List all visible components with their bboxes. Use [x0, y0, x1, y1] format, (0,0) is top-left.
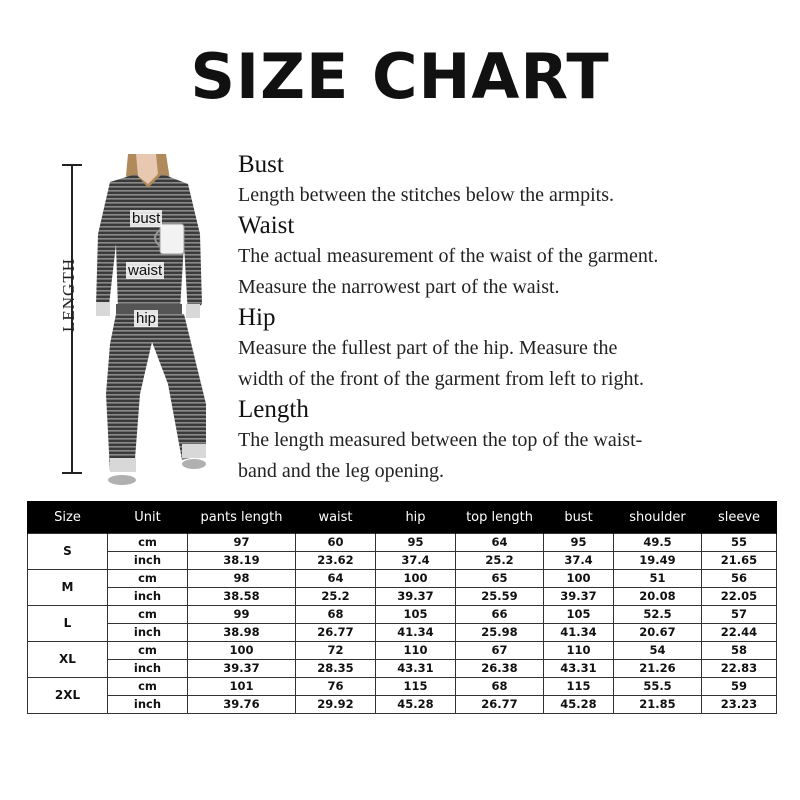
measurement-cell: 52.5 [614, 606, 702, 624]
measurement-cell: 21.26 [614, 660, 702, 678]
measurement-cell: 21.85 [614, 696, 702, 714]
measurement-cell: 51 [614, 570, 702, 588]
definition-line: Length between the stitches below the armpits. [238, 184, 615, 206]
measurement-cell: 76 [296, 678, 376, 696]
measurement-cell: 100 [544, 570, 614, 588]
definition-waist [238, 211, 783, 303]
column-header: sleeve [702, 501, 777, 534]
measurement-cell: 43.31 [544, 660, 614, 678]
size-cell: S [28, 534, 108, 570]
unit-cell: inch [108, 552, 188, 570]
measurement-cell: 22.44 [702, 624, 777, 642]
definition-term: Hip [238, 304, 276, 331]
table-body [28, 534, 777, 714]
measurement-cell: 19.49 [614, 552, 702, 570]
unit-cell: inch [108, 696, 188, 714]
measurement-cell: 105 [544, 606, 614, 624]
table-row [28, 588, 777, 606]
definition-term: Waist [238, 212, 295, 239]
measurement-cell: 25.2 [296, 588, 376, 606]
measurement-cell: 25.59 [456, 588, 544, 606]
length-indicator-bottom-cap [62, 472, 82, 474]
unit-cell: cm [108, 642, 188, 660]
waist-label: waist [128, 262, 163, 279]
measurement-cell: 26.77 [296, 624, 376, 642]
measurement-cell: 39.76 [188, 696, 296, 714]
definition-hip [238, 303, 783, 395]
measurement-cell: 110 [544, 642, 614, 660]
measurement-cell: 65 [456, 570, 544, 588]
measurement-cell: 115 [544, 678, 614, 696]
measurement-cell: 26.38 [456, 660, 544, 678]
definition-line: band and the leg opening. [238, 460, 445, 482]
measurement-cell: 64 [296, 570, 376, 588]
measurement-cell: 98 [188, 570, 296, 588]
measurement-cell: 59 [702, 678, 777, 696]
measurement-cell: 54 [614, 642, 702, 660]
size-cell: L [28, 606, 108, 642]
measurement-cell: 38.98 [188, 624, 296, 642]
measurement-cell: 29.92 [296, 696, 376, 714]
measurement-cell: 20.67 [614, 624, 702, 642]
measurement-cell: 110 [376, 642, 456, 660]
size-cell: M [28, 570, 108, 606]
table-row [28, 534, 777, 552]
size-cell: 2XL [28, 678, 108, 714]
measurement-cell: 72 [296, 642, 376, 660]
measurement-cell: 56 [702, 570, 777, 588]
measurement-cell: 25.98 [456, 624, 544, 642]
unit-cell: cm [108, 570, 188, 588]
model-photo [88, 154, 218, 486]
measurement-cell: 49.5 [614, 534, 702, 552]
measurement-cell: 39.37 [188, 660, 296, 678]
size-table [27, 501, 777, 714]
measurement-definitions [238, 150, 783, 487]
column-header: bust [544, 501, 614, 534]
unit-cell: inch [108, 660, 188, 678]
measurement-cell: 97 [188, 534, 296, 552]
hip-label: hip [136, 310, 157, 327]
size-cell: XL [28, 642, 108, 678]
definition-term: Bust [238, 151, 284, 178]
measurement-cell: 20.08 [614, 588, 702, 606]
measurement-cell: 41.34 [376, 624, 456, 642]
column-header: top length [456, 501, 544, 534]
unit-cell: cm [108, 534, 188, 552]
measurement-cell: 66 [456, 606, 544, 624]
measurement-cell: 22.83 [702, 660, 777, 678]
measurement-cell: 43.31 [376, 660, 456, 678]
measurement-cell: 38.58 [188, 588, 296, 606]
measurement-cell: 64 [456, 534, 544, 552]
measurement-cell: 45.28 [376, 696, 456, 714]
measurement-cell: 99 [188, 606, 296, 624]
measurement-cell: 55 [702, 534, 777, 552]
measurement-cell: 28.35 [296, 660, 376, 678]
measurement-cell: 41.34 [544, 624, 614, 642]
measurement-cell: 23.23 [702, 696, 777, 714]
unit-cell: inch [108, 588, 188, 606]
column-header: hip [376, 501, 456, 534]
measurement-cell: 39.37 [376, 588, 456, 606]
length-label: LENGTH [59, 258, 78, 332]
definition-line: The length measured between the top of the waist- [238, 429, 643, 451]
table-row [28, 624, 777, 642]
measurement-cell: 115 [376, 678, 456, 696]
column-header: waist [296, 501, 376, 534]
column-header: Size [28, 501, 108, 534]
unit-cell: cm [108, 606, 188, 624]
table-row [28, 606, 777, 624]
measurement-cell: 67 [456, 642, 544, 660]
page-title: SIZE CHART [190, 40, 610, 113]
definition-term: Length [238, 396, 309, 423]
measurement-cell: 57 [702, 606, 777, 624]
measurement-cell: 101 [188, 678, 296, 696]
unit-cell: cm [108, 678, 188, 696]
measurement-cell: 37.4 [544, 552, 614, 570]
measurement-cell: 95 [376, 534, 456, 552]
column-header: pants length [188, 501, 296, 534]
measurement-cell: 100 [376, 570, 456, 588]
table-row [28, 696, 777, 714]
measurement-cell: 45.28 [544, 696, 614, 714]
definition-length [238, 395, 783, 487]
measurement-cell: 25.2 [456, 552, 544, 570]
column-header: Unit [108, 501, 188, 534]
measurement-cell: 105 [376, 606, 456, 624]
definition-line: Measure the narrowest part of the waist. [238, 276, 560, 298]
table-row [28, 570, 777, 588]
measurement-cell: 38.19 [188, 552, 296, 570]
table-row [28, 552, 777, 570]
definition-line: width of the front of the garment from left to right. [238, 368, 645, 390]
table-row [28, 660, 777, 678]
measurement-cell: 68 [456, 678, 544, 696]
measurement-cell: 68 [296, 606, 376, 624]
measurement-cell: 60 [296, 534, 376, 552]
measurement-cell: 22.05 [702, 588, 777, 606]
table-row [28, 678, 777, 696]
definition-line: The actual measurement of the waist of the garment. [238, 245, 659, 267]
measurement-cell: 58 [702, 642, 777, 660]
measurement-cell: 21.65 [702, 552, 777, 570]
definition-line: Measure the fullest part of the hip. Measure the [238, 337, 618, 359]
unit-cell: inch [108, 624, 188, 642]
table-row [28, 642, 777, 660]
measurement-cell: 95 [544, 534, 614, 552]
table-header-row [28, 501, 777, 534]
measurement-cell: 100 [188, 642, 296, 660]
column-header: shoulder [614, 501, 702, 534]
measurement-cell: 39.37 [544, 588, 614, 606]
definition-bust [238, 150, 783, 211]
measurement-cell: 23.62 [296, 552, 376, 570]
measurement-cell: 26.77 [456, 696, 544, 714]
measurement-cell: 37.4 [376, 552, 456, 570]
measurement-cell: 55.5 [614, 678, 702, 696]
bust-label: bust [132, 210, 161, 227]
